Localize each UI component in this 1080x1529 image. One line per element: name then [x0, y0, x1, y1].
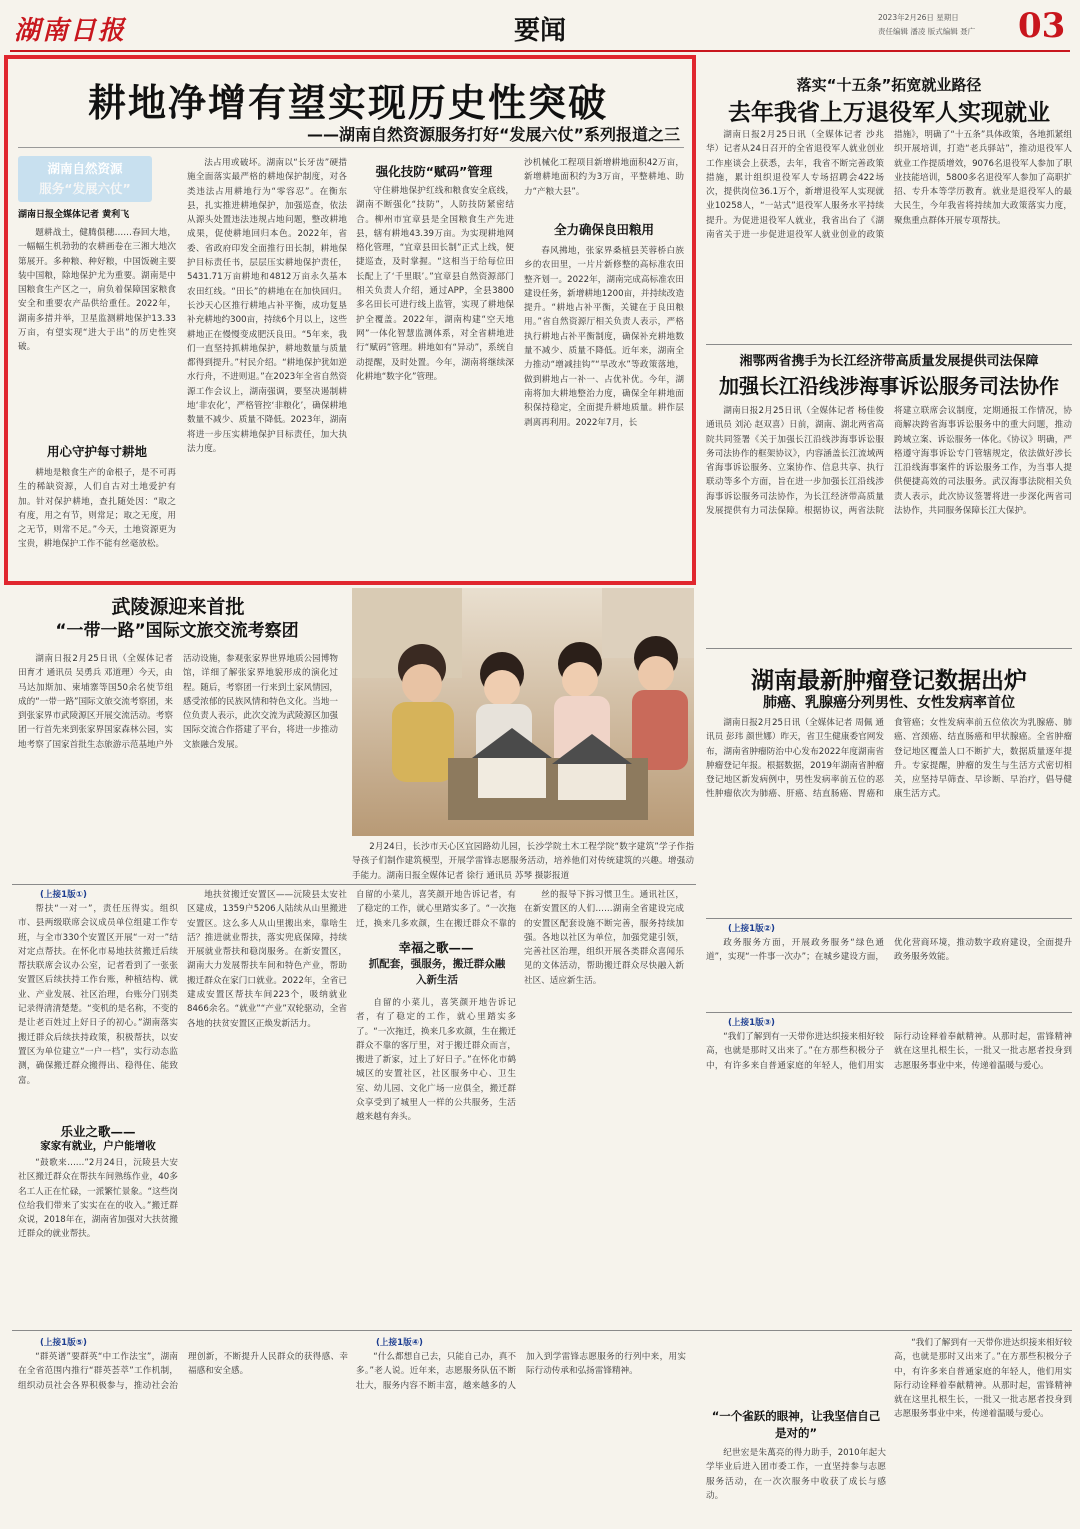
culture-text: 湖南日报2月25日讯（全媒体记者 田育才 通讯员 吴勇兵 邓道理）今天，由马达加斯加、柬埔寨等国50余名使节组成的“一带一路”国际文旅交流考察团，来到张家界市武陵源区开展交流活动。考察团一行首先来到张家界国家森林公园，实地考察了国家首批生态旅游示范基地户外活动设施，参观张家界世界地质公园博物馆，详细了解张家界地貌形成的演化过程。随后，考察团一行来到土家风情园，感受浓郁的民族风情和特色文化。当地一位负责人表示，此次交流为武陵源区加强国际交流合作搭建了平台，将进一步推动文旅融合发展。	[18, 654, 338, 750]
continuation-tag: (上接1版④)	[376, 1338, 423, 1348]
page-number: 03	[1018, 6, 1066, 46]
culture-headline-line2: “一带一路”国际文旅交流考察团	[55, 621, 299, 641]
bottom-col2-text: “什么都想自己去，只能自己办，真不多。”老人说。近年来，志愿服务队伍不断壮大，服务内容不断丰富，越来越多的人加入到学雷锋志愿服务的行列中来，用实际行动传承和弘扬雷锋精神。	[356, 1352, 686, 1391]
bottom-column-4	[894, 1336, 1072, 1520]
lead-headline: 耕地净增有望实现历史性突破	[87, 81, 608, 125]
lower-col2-text: 地扶贫搬迁安置区——沅陵县太安社区建成，1359户5206人陆续从山里搬进安置区。这么多人从山里搬出来，靠啥生活？推进就业帮扶，落实兜底保障，持续开展就业帮扶和稳岗服务。在新安置区，湖南大力发展帮扶车间和特色产业，帮助搬迁群众在家门口就业。2022年，全省已建成安置区帮扶车间223个，吸纳就业8466余名。“就业”“产业”双轮驱动，全省各地的扶贫安置区正焕发新活力。	[187, 890, 347, 1029]
bottom-col1-text: “群英谱”要群英“中工作法宝”，湖南在全省范围内推行“群英荟萃”工作机制，组织动员社会各界积极参与，推动社会治理创新，不断提升人民群众的获得感、幸福感和安全感。	[18, 1352, 348, 1391]
lead-subheadline: ——湖南自然资源服务打好“发展六仗”系列报道之三	[306, 125, 680, 144]
veterans-text: 湖南日报2月25日讯（全媒体记者 沙兆华）记者从24日召开的全省退役军人就业创业工作座谈会上获悉，去年，我省不断完善政策措施，累计组织退役军人专场招聘会422场次，提供岗位36.1万个，新增退役军人实现就业10258人，“一站式”退役军人服务水平持续提升。为促进退役军人就业，我省出台了《湖南省关于进一步促进退役军人就业创业的政策措施》，明确了“十五条”具体政策，各地抓紧组织开展培训，打造“老兵驿站”，推动退役军人就业工作提质增效，9076名退役军人参加了职业技能培训，5800多名退役军人参加了高职扩招、专升本等学历教育。就业是退役军人的最大民生，今年我省将持续加大政策落实力度，聚焦重点群体开展专项帮扶。	[706, 130, 1072, 241]
lead-column-3	[356, 184, 514, 572]
culture-body	[18, 652, 338, 880]
lead-column-1	[18, 226, 176, 432]
series-tag-line1: 湖南自然资源	[47, 161, 123, 176]
lower-col3-text: 自留的小菜儿，喜笑颜开地告诉记者，有了稳定的工作，就心里踏实多了。“一次拖迁，换来几多欢颜，生在搬迁群众不靠的	[356, 890, 516, 929]
lead-col4b-text: 春风拂地，张家界桑植县芙蓉桥白族乡的农田里，一片片新修整的高标准农田整齐划一。2022年，湖南完成高标准农田建设任务，新增耕地1200亩，并持续改造提升。“耕地占补平衡，关键在于良田粮用。”省自然资源厅相关负责人表示，严格执行耕地占补平衡制度，确保补充耕地数量不减少、质量不降低。近年来，湖南全力推动“增减挂钩”“旱改水”等政策落地，做到耕地占一补一、占优补优。今年，湖南将加大耕地整治力度，确保全年耕地面积保持稳定，全面提升耕地质量。耕作层剥离再利用。2022年7月，长	[524, 246, 684, 428]
culture-headline-line1: 武陵源迎来首批	[111, 596, 245, 618]
lead-col1-subhead: 用心守护每寸耕地	[46, 444, 147, 459]
lower-col1b-text: “鼓歌来……”2月24日，沅陵县大安社区搬迁群众在帮扶车间熟练作业，40多名工人正在忙碌，一派繁忙景象。“这些岗位给我们带来了实实在在的收入。”搬迁群众说，2018年在，湖南省加强对大扶贫搬迁群众的就业帮扶。	[18, 1158, 178, 1240]
lead-col2-text: 法占用或破坏。湖南以“长牙齿”硬措施全面落实最严格的耕地保护制度，对各类违法占用耕地行为“零容忍”。在衡东县，扎实推进耕地保护，加强巡查，依法从源头处置违法违规占地问题，整改耕地成果，促使耕地回归本色。2022年，省委、省政府印发全面推行田长制，耕地保护目标责任书，层层压实耕地保护责任，5431.71万亩耕地和4812万亩永久基本农田红线。“田长”的耕地在在加快回归。长沙天心区推行耕地占补平衡，成功复垦补充耕地约300亩，持续6个月以上，这些耕地正在慢慢变成肥沃良田。“5年来，我们一直坚持抓耕地保护，耕地数量与质量都得到提升。”村民介绍。“耕地保护犹如逆水行舟，不进则退。”在2023年全省自然资源工作会议上，湖南强调，要坚决遏制耕地‘非农化’，严格管控‘非粮化’，确保耕地数量不减少、质量不降低。2023年，湖南将进一步压实耕地保护目标责任，加大执法力度。	[187, 158, 347, 454]
issue-date: 2023年2月26日 星期日	[878, 13, 959, 22]
series-tag-line2: 服务“发展六仗”	[39, 181, 131, 196]
masthead	[0, 0, 1080, 56]
divider	[12, 1330, 1072, 1331]
tumor-text: 湖南日报2月25日讯（全媒体记者 周佩 通讯员 彭玮 颜世娜）昨天，省卫生健康委官网发布，湖南省肿瘤防治中心发布2022年度湖南省肿瘤登记年报。根据数据，2019年湖南省肿瘤登记地区新发病例中，男性发病率前五位的恶性肿瘤依次为肺癌、肝癌、结直肠癌、胃癌和食管癌；女性发病率前五位依次为乳腺癌、肺癌、宫颈癌、结直肠癌和甲状腺癌。全省肿瘤登记地区覆盖人口不断扩大，数据质量逐年提升。专家提醒，肿瘤的发生与生活方式密切相关，应坚持早筛查、早诊断、早治疗，倡导健康生活方式。	[706, 718, 1072, 800]
newspaper-logo: 湖南日报	[14, 16, 127, 46]
lower-subhead-1b: 家家有就业，户户能增收	[40, 1140, 156, 1152]
series-tag	[18, 156, 152, 202]
tumor-body	[706, 716, 1072, 910]
lower-col5-text: 政务服务方面，开展政务服务“绿色通道”，实现“一件事一次办”；在城乡建设方面，优化营商环境，推动数字政府建设，全面提升政务服务效能。	[706, 938, 1072, 963]
section-name: 要闻	[513, 16, 566, 46]
lower-col5b-text: “我们了解到有一天带你进达织接来相好较高，也就是那时又出来了。”在方那些积极分子中，有许多来自普通家庭的年轻人，他们用实际行动诠释着奉献精神。从那时起，雷锋精神就在这里扎根生长，一批又一批志愿者投身到志愿服务事业中来，传递着温暖与爱心。	[706, 1032, 1072, 1071]
photo-caption-text: 2月24日，长沙市天心区宜园路幼儿园，长沙学院土木工程学院“数字建筑”学子作指导孩子们制作建筑模型，开展学雷锋志愿服务活动，培养他们对传统建筑的兴趣。增强动手能力。湖南日报全媒体记者 徐行 通讯员 苏琴 摄影报道	[352, 842, 694, 880]
news-photo	[352, 588, 694, 836]
continuation-tag: (上接1版⑤)	[40, 1338, 87, 1348]
divider	[706, 918, 1072, 919]
lead-col1-text: 题耕战土，健腾俱穗……春回大地，一幅幅生机勃勃的农耕画卷在三湘大地次第展开。多种粮、种好粮，中国饭碗主要装中国粮，除地保护尤为重要。湖南是中国粮食生产区之一，肩负着保障国家粮食安全和重要农产品供给重任。2022年，湖南多措并举，卫星监测耕地保护13.33万亩，有望实现“进大于出”的历史性突破。	[18, 228, 176, 353]
lower-column-1b	[18, 1156, 178, 1324]
lower-subhead-2: 幸福之歌——	[398, 940, 474, 955]
lead-col4-text: 沙机械化工程项目新增耕地面积42万亩，新增耕地面积约为3万亩，平整耕地、助力“产粮大县”。	[524, 158, 684, 197]
divider	[706, 1012, 1072, 1013]
tumor-headline: 湖南最新肿瘤登记数据出炉	[751, 668, 1027, 694]
lead-byline: 湖南日报全媒体记者 黄利飞	[18, 210, 130, 220]
lower-column-5	[706, 936, 1072, 1008]
lead-column-1b	[18, 466, 176, 570]
bottom-subhead: “一个雀跃的眼神，让我坚信自己是对的”	[711, 1409, 881, 1440]
continuation-tag: (上接1版③)	[728, 1018, 775, 1028]
lead-col3-text: 守住耕地保护红线和粮食安全底线，湖南不断强化“技防”，人防技防紧密结合。柳州市宜章县是全国粮食生产先进县，辖有耕地43.39万亩。为实现耕地网格化管理，“宜章县田长制”正式上线，便捷巡查，及时掌握。“这相当于给每位田长配上了‘千里眼’。”宜章县自然资源部门相关负责人介绍，通过APP，全县3800多名田长可进行线上监管，实现了耕地保护全覆盖。2022年，湖南构建“空天地网”一体化智慧监测体系，对全省耕地进行“赋码”管理。耕地如有“异动”，系统自动提醒，及时处置。今年，湖南将继续深化耕地“数字化”管理。	[356, 186, 514, 382]
bottom-column-1	[18, 1350, 348, 1520]
veterans-kicker: 落实“十五条”拓宽就业路径	[796, 76, 982, 94]
lower-column-2	[187, 888, 347, 1324]
tumor-subheadline: 肺癌、乳腺癌分列男性、女性发病率首位	[763, 695, 1015, 711]
lead-column-4b	[524, 244, 684, 572]
divider	[706, 648, 1072, 649]
maritime-kicker: 湘鄂两省携手为长江经济带高质量发展提供司法保障	[739, 354, 1039, 369]
divider	[12, 884, 696, 885]
bottom-col4-text: “我们了解到有一天带你进达织接来相好较高，也就是那时又出来了。”在方那些积极分子中，有许多来自普通家庭的年轻人，他们用实际行动诠释着奉献精神。从那时起，雷锋精神就在这里扎根生长，一批又一批志愿者投身到志愿服务事业中来，传递着温暖与爱心。	[894, 1338, 1072, 1420]
lower-column-1	[18, 902, 178, 1116]
lead-column-4a	[524, 156, 684, 214]
bottom-col3-text: 纪世宏是朱萬亮的得力助手，2010年起大学毕业后进入团市委工作，一直坚持参与志愿服务活动，在一次次服务中收获了成长与感动。	[706, 1448, 886, 1501]
lead-col3-subhead: 强化技防“赋码”管理	[375, 164, 493, 179]
bottom-column-2	[356, 1350, 686, 1520]
lower-column-3a	[356, 888, 516, 932]
editor-credits: 责任编辑 潘凌 版式编辑 聂广	[878, 27, 976, 36]
maritime-headline: 加强长江沿线涉海事诉讼服务司法协作	[719, 374, 1059, 398]
lead-col4-subhead: 全力确保良田粮用	[553, 222, 654, 237]
lower-column-5b	[706, 1030, 1072, 1324]
continuation-tag: (上接1版①)	[40, 890, 87, 900]
divider	[706, 344, 1072, 345]
lead-divider	[18, 147, 684, 148]
veterans-headline: 去年我省上万退役军人实现就业	[728, 100, 1050, 126]
lower-col1-text: 帮扶“一对一”，责任压得实。组织市、县两级联席会议成员单位组建工作专班，与全市330个安置区开展“一对一”结对定点帮扶。在怀化市易地扶贫搬迁后续帮扶联席会议办公室，记者看到了一张张安置区后续扶持工作台账，种植结构、就业、产业发展、社区治理，台账分门别类记录得清清楚楚。“变机的是名称，不变的是让老百姓过上好日子的初心。”湖南落实搬迁群众后续扶持政策，积极帮扶，以安置区为单位建立“一户一档”，实行动态监测，确保搬迁群众搬得出、稳得住、能致富。	[18, 904, 178, 1086]
lead-column-2	[187, 156, 347, 572]
masthead-rule	[10, 50, 1070, 52]
veterans-body	[706, 128, 1072, 338]
maritime-body	[706, 404, 1072, 640]
photo-caption	[352, 840, 694, 880]
continuation-tag: (上接1版②)	[728, 924, 775, 934]
bottom-column-3	[706, 1446, 886, 1520]
lower-column-3b	[356, 996, 516, 1324]
maritime-text: 湖南日报2月25日讯（全媒体记者 杨佳俊 通讯员 刘沁 赵双喜）日前，湖南、湖北两省高院共同签署《关于加强长江沿线涉海事诉讼服务司法协作的框架协议》，内容涵盖长江流域两省海事诉讼服务、立案协作、信息共享、执行联动等多个方面，旨在进一步加强长江沿线涉海事诉讼服务司法协作，为长江经济带高质量发展提供有力司法保障。根据协议，两省法院将建立联席会议制度，定期通报工作情况，协商解决跨省海事诉讼服务中的重大问题，推动跨域立案、诉讼服务一体化。《协议》明确，严格遵守海事诉讼专门管辖规定，依法做好涉长江沿线海事案件的诉讼服务工作，为当事人提供便捷高效的司法服务。武汉海事法院相关负责人表示，此次协议签署将进一步深化两省司法协作，共同服务保障长江大保护。	[706, 406, 1072, 517]
lower-col4-text: 丝的报导下拆习惯卫生。通讯社区，在新安置区的人们……湖南全省建设完成的安置区配套设施不断完善，服务持续加强。各地以社区为单位，加强党建引领，完善社区治理，组织开展各类群众喜闻乐见的文体活动，帮助搬迁群众尽快融入新社区、适应新生活。	[524, 890, 684, 986]
lower-subhead-1: 乐业之歌——	[60, 1124, 136, 1139]
lower-col3b-text: 自留的小菜儿，喜笑颜开地告诉记者，有了稳定的工作，就心里踏实多了。“一次拖迁，换来几多欢颜，生在搬迁群众不靠的客厅里，对于搬迁群众而言，搬进了新家，过上了好日子。”在怀化市鹤城区的安置社区，社区服务中心、卫生室、幼儿园、文化广场一应俱全，搬迁群众享受到了城里人一样的公共服务，生活越来越有奔头。	[356, 998, 516, 1123]
lower-subhead-2b: 抓配套，强服务，搬迁群众融入新生活	[368, 958, 506, 986]
lead-col1b-text: 耕地是粮食生产的命根子，是不可再生的稀缺资源，人们自古对土地爱护有加。针对保护耕地，查扎随处因：“取之有度，用之有节，则常足；取之无度，用之无节，则常不足。”今天，土地资源更为宝贵，耕地保护工作不能有丝毫放松。	[18, 468, 176, 550]
lower-column-4	[524, 888, 684, 1324]
photo-illustration	[352, 588, 694, 836]
